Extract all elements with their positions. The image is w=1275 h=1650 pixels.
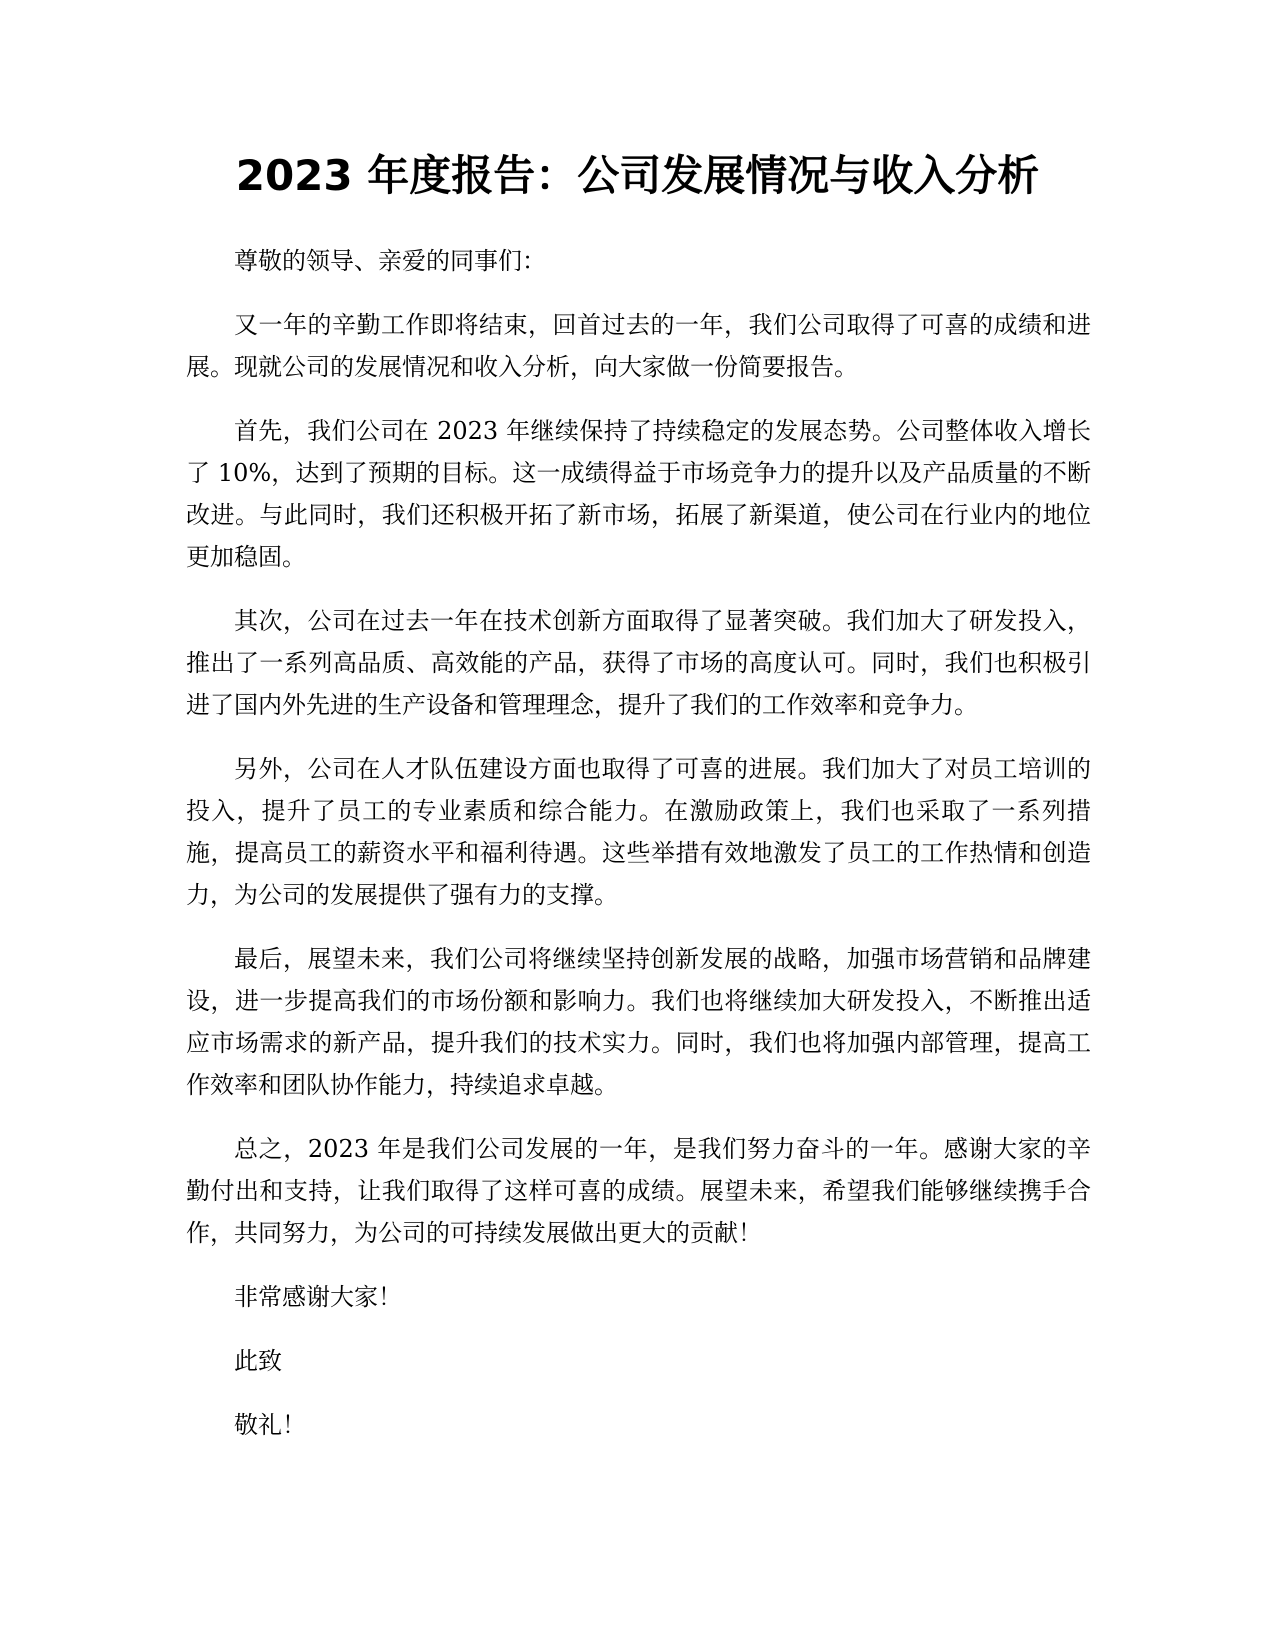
paragraph-innovation: 其次，公司在过去一年在技术创新方面取得了显著突破。我们加大了研发投入，推出了一系列高品质、高效能的产品，获得了市场的高度认可。同时，我们也积极引进了国内外先进的生产设备和管理理念，提升了我们的工作效率和竞争力。 [186, 607, 1091, 719]
document-title: 2023 年度报告：公司发展情况与收入分析 [235, 151, 1040, 200]
closing-thanks: 非常感谢大家！ [234, 1283, 402, 1311]
paragraph-intro: 又一年的辛勤工作即将结束，回首过去的一年，我们公司取得了可喜的成绩和进展。现就公司的发展情况和收入分析，向大家做一份简要报告。 [186, 311, 1091, 381]
paragraph-summary: 总之，2023 年是我们公司发展的一年，是我们努力奋斗的一年。感谢大家的辛勤付出和支持，让我们取得了这样可喜的成绩。展望未来，希望我们能够继续携手合作，共同努力，为公司的可持续发展做出更大的贡献！ [186, 1135, 1091, 1247]
closing-jingli: 敬礼！ [234, 1411, 306, 1439]
closing-cizhi: 此致 [234, 1347, 282, 1375]
salutation: 尊敬的领导、亲爱的同事们： [234, 247, 546, 275]
paragraph-growth: 首先，我们公司在 2023 年继续保持了持续稳定的发展态势。公司整体收入增长了 10%，达到了预期的目标。这一成绩得益于市场竞争力的提升以及产品质量的不断改进。与此同时，我们还积极开拓了新市场，拓展了新渠道，使公司在行业内的地位更加稳固。 [186, 417, 1091, 571]
paragraph-talent: 另外，公司在人才队伍建设方面也取得了可喜的进展。我们加大了对员工培训的投入，提升了员工的专业素质和综合能力。在激励政策上，我们也采取了一系列措施，提高员工的薪资水平和福利待遇。这些举措有效地激发了员工的工作热情和创造力，为公司的发展提供了强有力的支撑。 [186, 755, 1091, 909]
document-body [186, 240, 1091, 1468]
paragraph-outlook: 最后，展望未来，我们公司将继续坚持创新发展的战略，加强市场营销和品牌建设，进一步提高我们的市场份额和影响力。我们也将继续加大研发投入，不断推出适应市场需求的新产品，提升我们的技术实力。同时，我们也将加强内部管理，提高工作效率和团队协作能力，持续追求卓越。 [186, 945, 1091, 1099]
